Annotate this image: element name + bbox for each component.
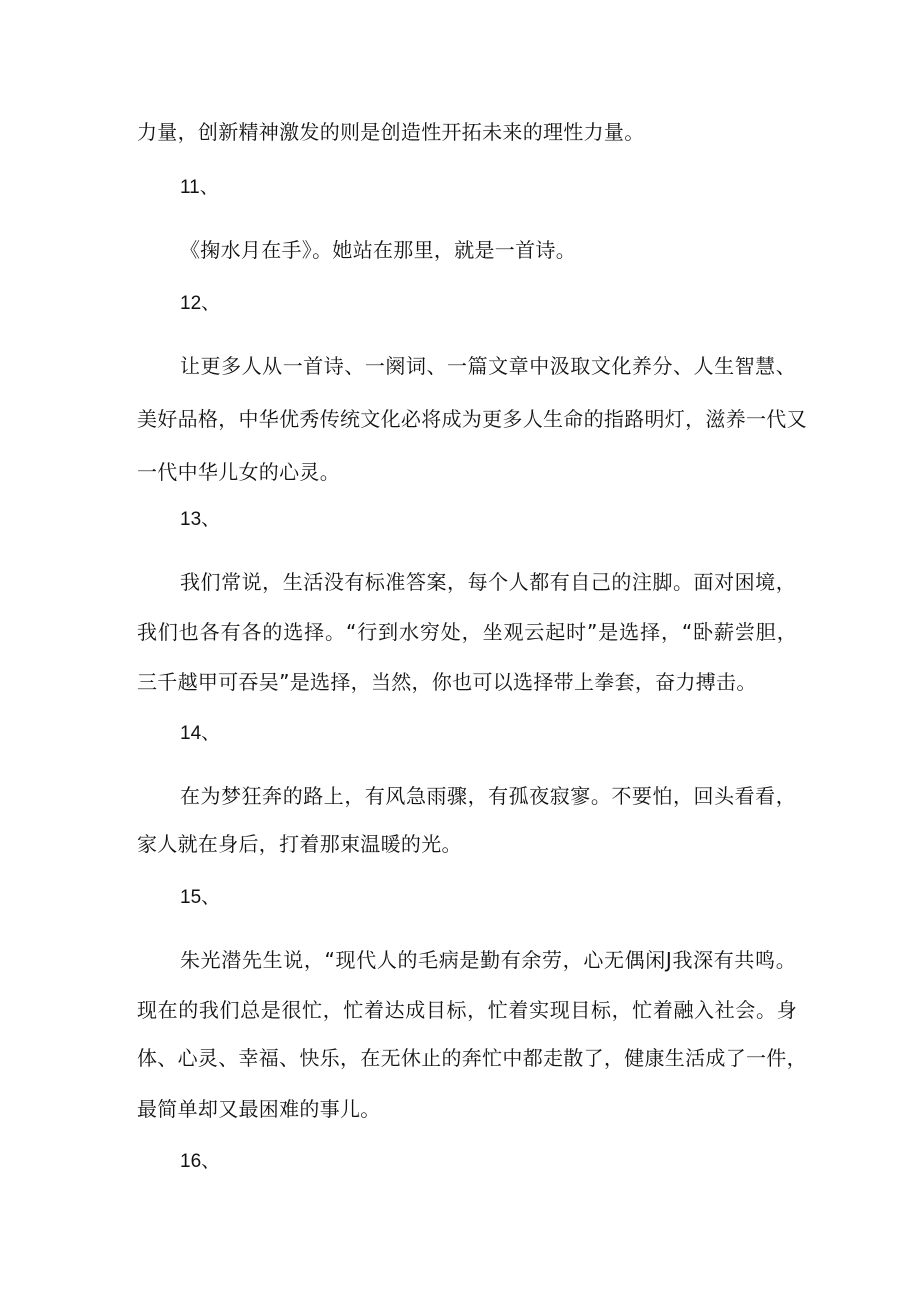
paragraph-line: 我们常说，生活没有标准答案，每个人都有自己的注脚。面对困境，	[180, 570, 796, 594]
item-number: 13、	[180, 509, 221, 530]
paragraph-line: 现在的我们总是很忙，忙着达成目标，忙着实现目标，忙着融入社会。身	[137, 998, 797, 1022]
paragraph-line: 体、心灵、幸福、快乐，在无休止的奔忙中都走散了，健康生活成了一件，	[137, 1046, 807, 1070]
paragraph-line: 家人就在身后，打着那束温暖的光。	[137, 832, 462, 856]
paragraph-line: 一代中华儿女的心灵。	[137, 460, 340, 484]
paragraph-line: 《掬水月在手》。她站在那里，就是一首诗。	[180, 238, 576, 262]
paragraph-line: 最简单却又最困难的事儿。	[137, 1097, 381, 1121]
paragraph-line: 力量，创新精神激发的则是创造性开拓未来的理性力量。	[137, 120, 645, 144]
paragraph-line: 三千越甲可吞吴”是选择，当然，你也可以选择带上拳套，奋力搏击。	[137, 670, 757, 694]
item-number: 16、	[180, 1151, 221, 1172]
item-number: 14、	[180, 723, 221, 744]
paragraph-line: 朱光潜先生说，“现代人的毛病是勤有余劳，心无偶闲J我深有共鸣。	[180, 948, 796, 972]
item-number: 11、	[180, 177, 219, 198]
paragraph-line: 美好品格，中华优秀传统文化必将成为更多人生命的指路明灯，滋养一代又	[137, 407, 807, 431]
item-number: 15、	[180, 887, 221, 908]
paragraph-line: 让更多人从一首诗、一阕词、一篇文章中汲取文化养分、人生智慧、	[180, 354, 796, 378]
paragraph-line: 在为梦狂奔的路上，有风急雨骤，有孤夜寂寥。不要怕，回头看看，	[180, 784, 796, 808]
item-number: 12、	[180, 293, 221, 314]
paragraph-line: 我们也各有各的选择。“行到水穷处，坐观云起时”是选择，“卧薪尝胆，	[137, 620, 797, 644]
